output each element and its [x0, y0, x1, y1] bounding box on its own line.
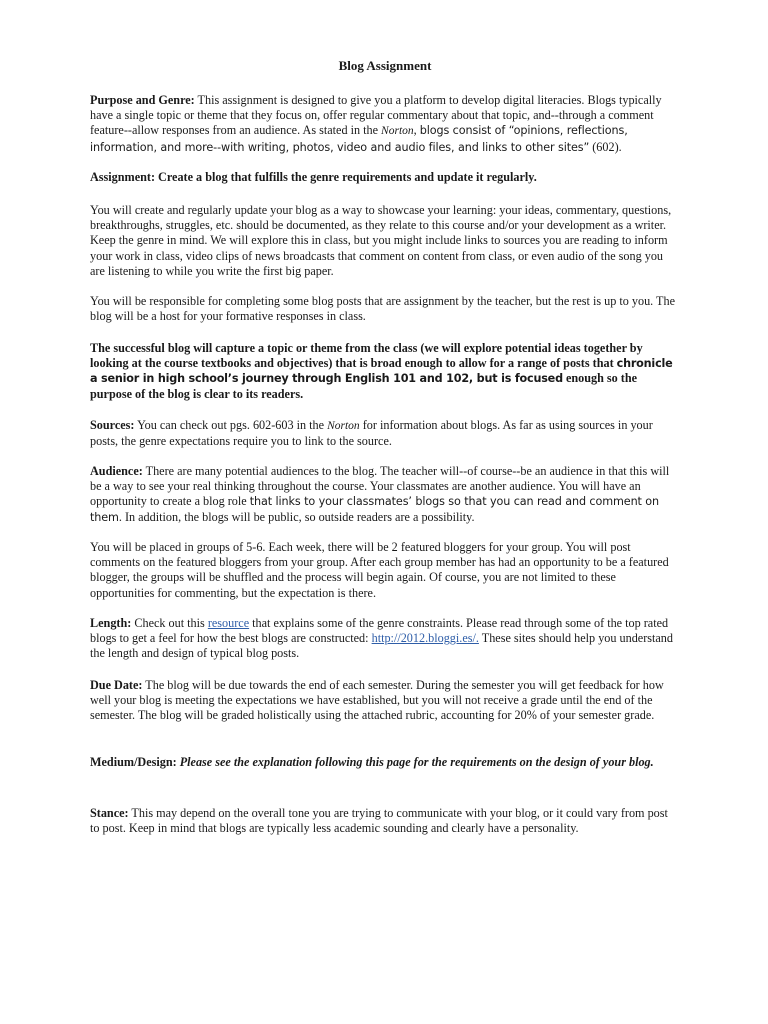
length-text-3: These sites should help you understand the length and design of typical blog posts.: [90, 631, 673, 661]
purpose-text-1: This assignment is designed to give you a platform to develop digital literacies. Blogs typically have a single topic or theme that they focus on, offer regular commentary about that topic, and--through a comment feature--allow responses from an audience. As stated in the: [90, 93, 662, 138]
due-date-paragraph: [90, 678, 680, 724]
audience-highlight: that links to your classmates’ blogs so that you can read and comment on them: [90, 495, 660, 524]
stance-label: Stance:: [90, 806, 129, 820]
purpose-quote: blogs consist of “opinions, reflections, information, and more--with writing, photos, video and audio files, and links to other sites”: [90, 124, 628, 154]
sources-label: Sources:: [90, 418, 135, 432]
medium-design-label: Medium/Design:: [90, 755, 177, 769]
length-label: Length:: [90, 616, 132, 630]
length-text-1: Check out this: [131, 616, 208, 630]
purpose-norton: Norton: [381, 125, 414, 138]
audience-paragraph: [90, 464, 680, 525]
responsible-paragraph: You will be responsible for completing some blog posts that are assignment by the teacher, but the rest is up to you. The blog will be a host for your formative responses in class.: [90, 294, 675, 324]
length-paragraph: [90, 616, 680, 662]
medium-design-paragraph: [90, 755, 680, 770]
audience-label: Audience:: [90, 464, 143, 478]
length-text-2: that explains some of the genre constraints. Please read through some of the top rated blogs to get a feel for how the best blogs are constructed:: [90, 616, 669, 646]
successful-highlight: chronicle a senior in high school’s journey through English 101 and 102, but is focused: [90, 357, 673, 386]
resource-link[interactable]: resource: [207, 616, 250, 630]
successful-text-2: enough so the purpose of the blog is clear to its readers.: [90, 371, 638, 401]
successful-text-1: The successful blog will capture a topic or theme from the class (we will explore potential ideas together by looking at the course textbooks and objectives) that is broad enough to allow for a range of posts that: [90, 341, 643, 371]
purpose-text-3: (602).: [589, 139, 622, 154]
due-date-text: The blog will be due towards the end of each semester. During the semester you will get feedback for how well your blog is meeting the expectations we have established, but you will not receive a grade until the end of the semester. The blog will be graded holistically using the attached rubric, accounting for 20% of your semester grade.: [90, 678, 664, 723]
groups-paragraph: You will be placed in groups of 5-6. Each week, there will be 2 featured bloggers for your group. You will post comments on the featured bloggers from your group. After each group member has had an opportunity to be a featured blogger, the groups will be shuffled and the process will begin again. Of course, you are not limited to these opportunities for commenting, but the expectation is there.: [90, 540, 669, 600]
purpose-text-2: ,: [413, 123, 420, 138]
sources-text-1: You can check out pgs. 602-603 in the: [134, 418, 328, 432]
bloggi-link[interactable]: http://2012.bloggi.es/.: [371, 631, 479, 646]
assignment-heading: Assignment: Create a blog that fulfills the genre requirements and update it regularly.: [90, 170, 537, 184]
page-title: Blog Assignment: [338, 58, 432, 73]
stance-text: This may depend on the overall tone you are trying to communicate with your blog, or it could vary from post to post. Keep in mind that blogs are typically less academic sounding and clearly have a personality.: [90, 806, 668, 836]
sources-text-2: for information about blogs. As far as using sources in your posts, the genre expectations require you to link to the source.: [90, 418, 653, 449]
audience-text-2: . In addition, the blogs will be public, so outside readers are a possibility.: [118, 509, 475, 524]
purpose-label: Purpose and Genre:: [90, 93, 195, 107]
stance-paragraph: [90, 806, 680, 836]
purpose-paragraph: [90, 93, 680, 155]
due-date-label: Due Date:: [90, 678, 143, 692]
create-paragraph: You will create and regularly update your blog as a way to showcase your learning: your ideas, commentary, questions, breakthroughs, struggles, etc. should be documented, as they relate to this course and/or your development as a writer. Keep the genre in mind. We will explore this in class, but you might include links to sources you are reading to inform your work in class, video clips of news broadcasts that comment on content from class, or even audio of the song you are listening to while you write the first big paper.: [90, 203, 672, 278]
sources-paragraph: [90, 418, 680, 449]
successful-blog-paragraph: [90, 341, 680, 402]
sources-norton: Norton: [327, 420, 360, 432]
audience-text-1: There are many potential audiences to the blog. The teacher will--of course--be an audience in that this will be a way to see your real thinking throughout the course. Your classmates are another audience. You will have an opportunity to create a blog role: [90, 464, 670, 509]
medium-design-text: Please see the explanation following this page for the requirements on the design of your blog.: [176, 755, 654, 769]
